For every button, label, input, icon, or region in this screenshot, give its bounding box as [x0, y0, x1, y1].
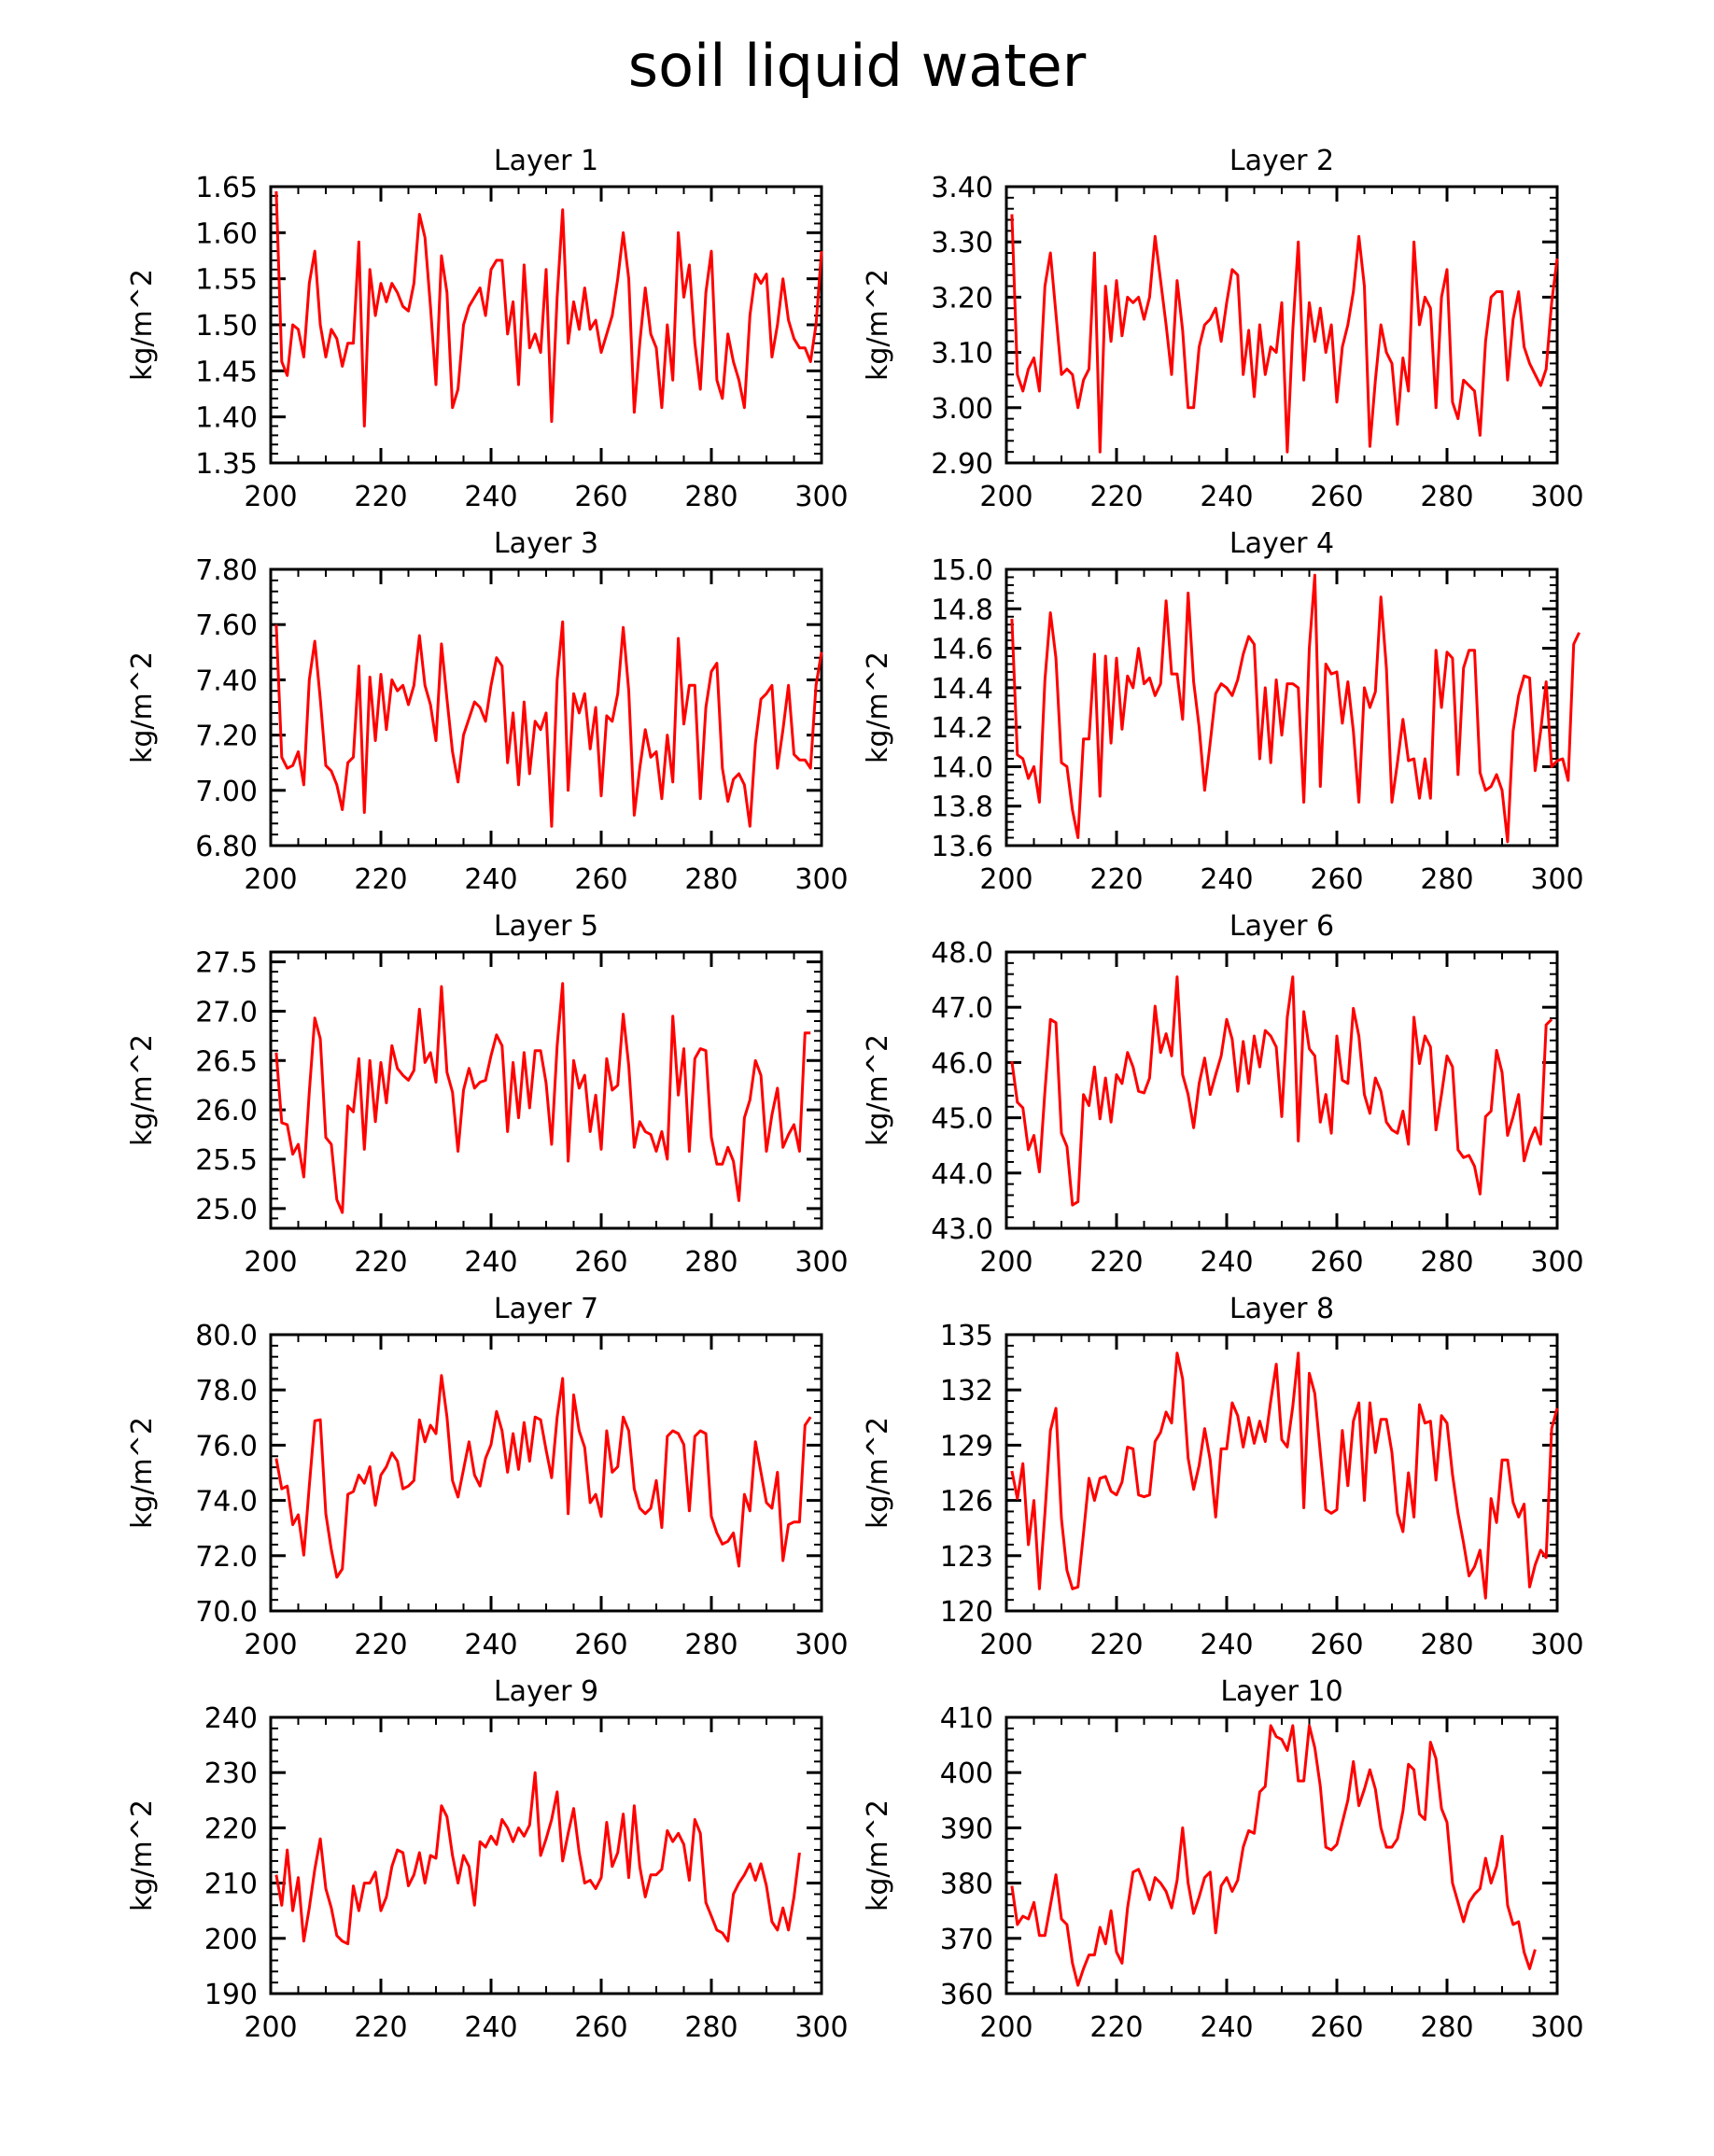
panel-title: Layer 9: [493, 1675, 599, 1708]
y-tick-label: 210: [204, 1868, 258, 1901]
x-tick-label: 280: [1420, 863, 1474, 896]
y-tick-label: 3.40: [931, 172, 993, 204]
y-tick-label: 3.30: [931, 227, 993, 260]
x-tick-label: 280: [684, 2011, 738, 2044]
y-tick-label: 14.8: [931, 594, 993, 627]
y-tick-label: 370: [939, 1923, 993, 1956]
y-tick-label: 1.60: [195, 217, 258, 251]
panel-3: [126, 527, 849, 896]
y-tick-label: 3.20: [931, 282, 993, 315]
y-axis-label: kg/m^2: [862, 1417, 894, 1529]
plot-frame: [1006, 1335, 1557, 1611]
x-tick-label: 200: [979, 1246, 1033, 1279]
y-tick-label: 1.50: [195, 310, 258, 343]
y-tick-label: 78.0: [195, 1375, 258, 1408]
x-tick-label: 240: [464, 863, 518, 896]
x-tick-label: 220: [354, 863, 408, 896]
x-tick-label: 260: [1310, 1246, 1364, 1279]
panel-10: [862, 1675, 1584, 2044]
x-tick-label: 220: [1089, 1246, 1144, 1279]
x-tick-label: 260: [574, 1629, 628, 1661]
plot-frame: [271, 1335, 822, 1611]
figure-title: soil liquid water: [627, 32, 1087, 100]
y-tick-label: 44.0: [931, 1157, 993, 1191]
panel-title: Layer 7: [493, 1293, 599, 1325]
y-axis-label: kg/m^2: [862, 269, 894, 381]
x-tick-label: 280: [1420, 1629, 1474, 1661]
x-tick-label: 300: [1530, 1629, 1584, 1661]
x-tick-label: 280: [684, 481, 738, 513]
y-tick-label: 1.35: [195, 448, 258, 481]
x-tick-label: 200: [244, 2011, 298, 2044]
y-tick-label: 200: [204, 1923, 258, 1956]
y-tick-label: 6.80: [195, 831, 258, 863]
x-tick-label: 200: [244, 481, 298, 513]
x-tick-label: 280: [684, 863, 738, 896]
series-line: [276, 1376, 810, 1577]
x-tick-label: 240: [1200, 1629, 1254, 1661]
y-tick-label: 190: [204, 1979, 258, 2011]
y-tick-label: 1.40: [195, 401, 258, 435]
x-tick-label: 220: [1089, 863, 1144, 896]
plot-frame: [1006, 569, 1557, 846]
x-tick-label: 240: [464, 1629, 518, 1661]
x-tick-label: 200: [244, 863, 298, 896]
y-tick-label: 126: [939, 1485, 993, 1519]
x-tick-label: 300: [794, 863, 849, 896]
x-tick-label: 300: [1530, 863, 1584, 896]
y-tick-label: 135: [939, 1320, 993, 1352]
x-tick-label: 220: [354, 1246, 408, 1279]
x-tick-label: 280: [684, 1246, 738, 1279]
y-tick-label: 45.0: [931, 1102, 993, 1136]
x-tick-label: 260: [574, 1246, 628, 1279]
x-tick-label: 260: [1310, 481, 1364, 513]
series-line: [1012, 977, 1552, 1206]
x-tick-label: 260: [574, 863, 628, 896]
panel-4: [862, 527, 1584, 896]
y-tick-label: 123: [939, 1540, 993, 1574]
panel-5: [126, 910, 849, 1279]
series-line: [1012, 575, 1580, 842]
x-tick-label: 300: [1530, 481, 1584, 513]
y-tick-label: 7.00: [195, 775, 258, 808]
y-tick-label: 360: [939, 1979, 993, 2011]
y-axis-label: kg/m^2: [862, 651, 894, 763]
y-tick-label: 7.40: [195, 665, 258, 698]
y-tick-label: 80.0: [195, 1320, 258, 1352]
panel-title: Layer 4: [1229, 527, 1335, 560]
x-tick-label: 280: [684, 1629, 738, 1661]
y-tick-label: 230: [204, 1757, 258, 1791]
y-tick-label: 220: [204, 1813, 258, 1846]
y-axis-label: kg/m^2: [862, 1799, 894, 1911]
y-tick-label: 132: [939, 1375, 993, 1408]
y-tick-label: 13.8: [931, 791, 993, 824]
x-tick-label: 220: [1089, 2011, 1144, 2044]
panel-title: Layer 6: [1229, 910, 1335, 943]
y-tick-label: 390: [939, 1813, 993, 1846]
panel-title: Layer 1: [493, 145, 599, 177]
y-tick-label: 3.00: [931, 392, 993, 426]
x-tick-label: 280: [1420, 481, 1474, 513]
y-tick-label: 14.0: [931, 751, 993, 785]
y-tick-label: 26.5: [195, 1045, 258, 1079]
x-tick-label: 220: [1089, 481, 1144, 513]
y-tick-label: 2.90: [931, 448, 993, 481]
panel-title: Layer 5: [493, 910, 599, 943]
y-tick-label: 1.65: [195, 172, 258, 204]
plot-frame: [271, 1717, 822, 1994]
y-axis-label: kg/m^2: [126, 1417, 159, 1529]
y-tick-label: 129: [939, 1430, 993, 1463]
x-tick-label: 200: [244, 1246, 298, 1279]
x-tick-label: 220: [354, 481, 408, 513]
y-tick-label: 7.20: [195, 720, 258, 753]
y-tick-label: 7.80: [195, 554, 258, 587]
y-tick-label: 1.55: [195, 263, 258, 297]
x-tick-label: 200: [979, 481, 1033, 513]
panel-6: [862, 910, 1584, 1279]
plot-frame: [271, 569, 822, 846]
y-tick-label: 15.0: [931, 554, 993, 587]
x-tick-label: 240: [464, 2011, 518, 2044]
y-tick-label: 14.2: [931, 712, 993, 746]
y-tick-label: 26.0: [195, 1095, 258, 1128]
x-tick-label: 220: [354, 1629, 408, 1661]
x-tick-label: 260: [574, 481, 628, 513]
y-tick-label: 1.45: [195, 356, 258, 389]
x-tick-label: 220: [354, 2011, 408, 2044]
x-tick-label: 260: [574, 2011, 628, 2044]
x-tick-label: 300: [1530, 2011, 1584, 2044]
series-line: [1012, 1726, 1536, 1985]
y-axis-label: kg/m^2: [126, 269, 159, 381]
y-tick-label: 48.0: [931, 937, 993, 970]
y-tick-label: 7.60: [195, 609, 258, 643]
y-tick-label: 74.0: [195, 1485, 258, 1519]
panel-2: [862, 145, 1584, 513]
x-tick-label: 220: [1089, 1629, 1144, 1661]
y-tick-label: 27.0: [195, 996, 258, 1029]
panel-1: [126, 145, 849, 513]
y-tick-label: 13.6: [931, 831, 993, 863]
y-axis-label: kg/m^2: [126, 1034, 159, 1146]
plot-frame: [1006, 1717, 1557, 1994]
y-tick-label: 43.0: [931, 1213, 993, 1246]
series-line: [1012, 215, 1557, 453]
x-tick-label: 300: [1530, 1246, 1584, 1279]
x-tick-label: 300: [794, 1246, 849, 1279]
series-line: [276, 191, 822, 427]
y-tick-label: 410: [939, 1702, 993, 1735]
y-tick-label: 14.6: [931, 633, 993, 666]
y-tick-label: 25.5: [195, 1144, 258, 1177]
y-tick-label: 120: [939, 1596, 993, 1629]
panel-8: [862, 1293, 1584, 1661]
x-tick-label: 300: [794, 1629, 849, 1661]
y-tick-label: 380: [939, 1868, 993, 1901]
y-tick-label: 76.0: [195, 1430, 258, 1463]
panel-title: Layer 10: [1220, 1675, 1343, 1708]
x-tick-label: 240: [464, 481, 518, 513]
x-tick-label: 260: [1310, 863, 1364, 896]
x-tick-label: 260: [1310, 2011, 1364, 2044]
panel-title: Layer 8: [1229, 1293, 1335, 1325]
series-line: [276, 622, 822, 826]
x-tick-label: 240: [1200, 863, 1254, 896]
series-line: [276, 1772, 800, 1944]
y-tick-label: 14.4: [931, 672, 993, 706]
x-tick-label: 200: [979, 863, 1033, 896]
y-axis-label: kg/m^2: [862, 1034, 894, 1146]
x-tick-label: 300: [794, 2011, 849, 2044]
x-tick-label: 260: [1310, 1629, 1364, 1661]
y-tick-label: 70.0: [195, 1596, 258, 1629]
x-tick-label: 280: [1420, 1246, 1474, 1279]
x-tick-label: 200: [244, 1629, 298, 1661]
y-axis-label: kg/m^2: [126, 1799, 159, 1911]
y-tick-label: 400: [939, 1757, 993, 1791]
y-axis-label: kg/m^2: [126, 651, 159, 763]
y-tick-label: 72.0: [195, 1540, 258, 1574]
x-tick-label: 240: [1200, 2011, 1254, 2044]
x-tick-label: 240: [464, 1246, 518, 1279]
y-tick-label: 46.0: [931, 1047, 993, 1081]
panel-title: Layer 3: [493, 527, 599, 560]
x-tick-label: 200: [979, 1629, 1033, 1661]
x-tick-label: 300: [794, 481, 849, 513]
panel-title: Layer 2: [1229, 145, 1335, 177]
y-tick-label: 47.0: [931, 992, 993, 1026]
y-tick-label: 240: [204, 1702, 258, 1735]
panel-7: [126, 1293, 849, 1661]
panels-grid: [126, 145, 1584, 2044]
y-tick-label: 3.10: [931, 337, 993, 371]
series-line: [276, 984, 810, 1212]
panel-9: [126, 1675, 849, 2044]
x-tick-label: 240: [1200, 481, 1254, 513]
x-tick-label: 200: [979, 2011, 1033, 2044]
y-tick-label: 27.5: [195, 946, 258, 980]
series-line: [1012, 1353, 1557, 1599]
x-tick-label: 240: [1200, 1246, 1254, 1279]
plot-frame: [1006, 952, 1557, 1228]
x-tick-label: 280: [1420, 2011, 1474, 2044]
y-tick-label: 25.0: [195, 1193, 258, 1226]
